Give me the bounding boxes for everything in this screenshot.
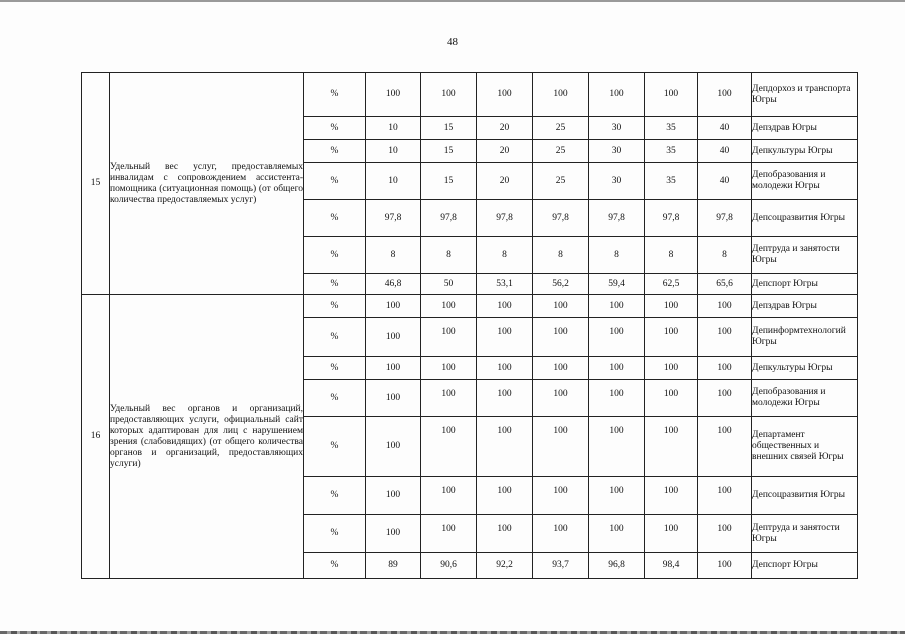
- indicator-description: Удельный вес органов и организаций, предоставляющих услуги, официальный сайт которых адаптирован для лиц с нарушением зрения (слабовидящих) (от общего количества органов и организаций, предоставляющих услуги): [110, 295, 304, 579]
- value-cell: 100: [589, 318, 645, 357]
- value-cell: 10: [366, 163, 421, 200]
- value-cell: 97,8: [477, 200, 533, 237]
- value-cell: 90,6: [421, 553, 477, 579]
- agency-cell: Депздрав Югры: [752, 295, 858, 318]
- value-cell: 10: [366, 140, 421, 163]
- value-cell: 100: [421, 417, 477, 477]
- unit-cell: %: [304, 417, 366, 477]
- value-cell: 65,6: [698, 274, 752, 295]
- value-cell: 100: [533, 380, 589, 417]
- value-cell: 35: [645, 163, 698, 200]
- value-cell: 100: [421, 295, 477, 318]
- value-cell: 97,8: [589, 200, 645, 237]
- value-cell: 100: [589, 295, 645, 318]
- value-cell: 40: [698, 117, 752, 140]
- unit-cell: %: [304, 553, 366, 579]
- value-cell: 20: [477, 140, 533, 163]
- value-cell: 100: [421, 380, 477, 417]
- value-cell: 100: [645, 477, 698, 515]
- row-number: 16: [82, 295, 110, 579]
- value-cell: 97,8: [698, 200, 752, 237]
- agency-cell: Депсоцразвития Югры: [752, 200, 858, 237]
- value-cell: 35: [645, 140, 698, 163]
- agency-cell: Депдорхоз и транспорта Югры: [752, 73, 858, 117]
- value-cell: 100: [698, 73, 752, 117]
- value-cell: 8: [589, 237, 645, 274]
- value-cell: 100: [645, 318, 698, 357]
- value-cell: 100: [477, 357, 533, 380]
- unit-cell: %: [304, 117, 366, 140]
- agency-cell: Депкультуры Югры: [752, 357, 858, 380]
- value-cell: 100: [698, 515, 752, 553]
- value-cell: 100: [698, 318, 752, 357]
- value-cell: 100: [366, 295, 421, 318]
- value-cell: 100: [645, 417, 698, 477]
- agency-cell: Депкультуры Югры: [752, 140, 858, 163]
- value-cell: 35: [645, 117, 698, 140]
- value-cell: 100: [421, 477, 477, 515]
- value-cell: 100: [533, 357, 589, 380]
- unit-cell: %: [304, 274, 366, 295]
- value-cell: 89: [366, 553, 421, 579]
- value-cell: 100: [698, 357, 752, 380]
- value-cell: 100: [477, 380, 533, 417]
- unit-cell: %: [304, 295, 366, 318]
- unit-cell: %: [304, 200, 366, 237]
- agency-cell: Дептруда и занятости Югры: [752, 515, 858, 553]
- value-cell: 100: [366, 515, 421, 553]
- value-cell: 100: [366, 357, 421, 380]
- value-cell: 100: [533, 515, 589, 553]
- unit-cell: %: [304, 477, 366, 515]
- value-cell: 100: [533, 318, 589, 357]
- agency-cell: Депспорт Югры: [752, 274, 858, 295]
- value-cell: 97,8: [533, 200, 589, 237]
- row-number: 15: [82, 73, 110, 295]
- value-cell: 100: [698, 380, 752, 417]
- page-number: 48: [447, 36, 458, 48]
- agency-cell: Депспорт Югры: [752, 553, 858, 579]
- value-cell: 8: [421, 237, 477, 274]
- value-cell: 59,4: [589, 274, 645, 295]
- value-cell: 100: [477, 295, 533, 318]
- agency-cell: Депобразования и молодежи Югры: [752, 380, 858, 417]
- unit-cell: %: [304, 357, 366, 380]
- value-cell: 100: [477, 515, 533, 553]
- value-cell: 100: [477, 73, 533, 117]
- value-cell: 53,1: [477, 274, 533, 295]
- value-cell: 40: [698, 163, 752, 200]
- agency-cell: Дептруда и занятости Югры: [752, 237, 858, 274]
- value-cell: 20: [477, 117, 533, 140]
- scan-edge-top: [0, 0, 905, 2]
- value-cell: 62,5: [645, 274, 698, 295]
- unit-cell: %: [304, 515, 366, 553]
- table-row: [82, 295, 858, 318]
- value-cell: 100: [533, 477, 589, 515]
- value-cell: 100: [421, 515, 477, 553]
- value-cell: 8: [477, 237, 533, 274]
- value-cell: 25: [533, 117, 589, 140]
- value-cell: 97,8: [645, 200, 698, 237]
- value-cell: 100: [645, 73, 698, 117]
- agency-cell: Депинформтехнологий Югры: [752, 318, 858, 357]
- value-cell: 97,8: [421, 200, 477, 237]
- value-cell: 100: [477, 417, 533, 477]
- value-cell: 92,2: [477, 553, 533, 579]
- value-cell: 100: [421, 318, 477, 357]
- value-cell: 100: [645, 357, 698, 380]
- value-cell: 100: [645, 295, 698, 318]
- value-cell: 100: [366, 477, 421, 515]
- value-cell: 97,8: [366, 200, 421, 237]
- value-cell: 100: [698, 417, 752, 477]
- value-cell: 25: [533, 163, 589, 200]
- value-cell: 40: [698, 140, 752, 163]
- value-cell: 100: [698, 295, 752, 318]
- value-cell: 8: [366, 237, 421, 274]
- value-cell: 46,8: [366, 274, 421, 295]
- value-cell: 30: [589, 117, 645, 140]
- value-cell: 100: [477, 318, 533, 357]
- unit-cell: %: [304, 237, 366, 274]
- value-cell: 8: [533, 237, 589, 274]
- value-cell: 30: [589, 140, 645, 163]
- value-cell: 100: [589, 515, 645, 553]
- value-cell: 100: [645, 515, 698, 553]
- value-cell: 96,8: [589, 553, 645, 579]
- value-cell: 100: [698, 553, 752, 579]
- value-cell: 56,2: [533, 274, 589, 295]
- indicator-table: [81, 72, 858, 579]
- agency-cell: Департамент общественных и внешних связей Югры: [752, 417, 858, 477]
- value-cell: 50: [421, 274, 477, 295]
- value-cell: 98,4: [645, 553, 698, 579]
- value-cell: 100: [589, 73, 645, 117]
- unit-cell: %: [304, 163, 366, 200]
- value-cell: 100: [533, 73, 589, 117]
- table-body: [82, 73, 858, 579]
- scan-edge-bottom: [0, 631, 905, 634]
- value-cell: 100: [533, 295, 589, 318]
- value-cell: 100: [589, 357, 645, 380]
- value-cell: 8: [645, 237, 698, 274]
- value-cell: 93,7: [533, 553, 589, 579]
- value-cell: 15: [421, 117, 477, 140]
- table-row: [82, 73, 858, 117]
- unit-cell: %: [304, 140, 366, 163]
- value-cell: 100: [533, 417, 589, 477]
- value-cell: 100: [366, 380, 421, 417]
- unit-cell: %: [304, 73, 366, 117]
- value-cell: 100: [589, 380, 645, 417]
- value-cell: 100: [477, 477, 533, 515]
- value-cell: 100: [645, 380, 698, 417]
- agency-cell: Депздрав Югры: [752, 117, 858, 140]
- value-cell: 10: [366, 117, 421, 140]
- value-cell: 100: [589, 417, 645, 477]
- value-cell: 100: [366, 318, 421, 357]
- value-cell: 100: [698, 477, 752, 515]
- value-cell: 15: [421, 140, 477, 163]
- value-cell: 100: [421, 357, 477, 380]
- value-cell: 30: [589, 163, 645, 200]
- value-cell: 25: [533, 140, 589, 163]
- value-cell: 15: [421, 163, 477, 200]
- value-cell: 8: [698, 237, 752, 274]
- value-cell: 100: [366, 73, 421, 117]
- unit-cell: %: [304, 318, 366, 357]
- agency-cell: Депобразования и молодежи Югры: [752, 163, 858, 200]
- unit-cell: %: [304, 380, 366, 417]
- value-cell: 100: [421, 73, 477, 117]
- value-cell: 100: [589, 477, 645, 515]
- indicator-description: Удельный вес услуг, предоставляемых инвалидам с сопровождением ассистента-помощника (ситуационная помощь) (от общего количества предоставляемых услуг): [110, 73, 304, 295]
- agency-cell: Депсоцразвития Югры: [752, 477, 858, 515]
- value-cell: 20: [477, 163, 533, 200]
- value-cell: 100: [366, 417, 421, 477]
